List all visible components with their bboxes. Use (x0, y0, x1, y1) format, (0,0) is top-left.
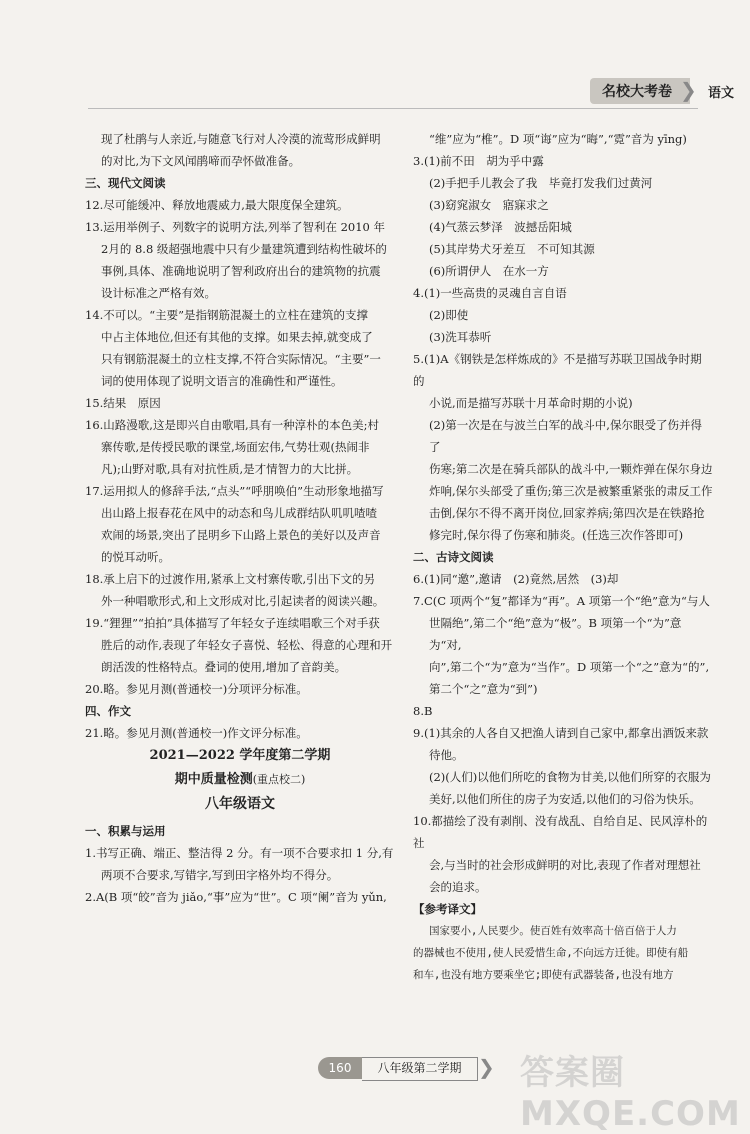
text-line: 伤寒;第二次是在骑兵部队的战斗中,一颗炸弹在保尔身边 (429, 462, 713, 476)
text-line: 两项不合要求,写错字,写到田字格外均不得分。 (101, 868, 339, 882)
answer-19: 19.“狸狸”“拍拍”具体描写了年轻女子连续唱歌三个对手获 (85, 616, 380, 630)
answer-1: 1.书写正确、端正、整洁得 2 分。有一项不合要求扣 1 分,有 (85, 846, 394, 860)
text-line: 和车,也没有地方要乘坐它;即使有武器装备,也没有地方 (413, 969, 674, 981)
answer-20: 20.略。参见月测(普通校一)分项评分标准。 (85, 682, 308, 696)
section-heading: 四、作文 (85, 704, 131, 718)
answer-2: 2.A(B 项“皎”音为 jiǎo,“事”应为“世”。C 项“阑”音为 yǔn, (85, 890, 387, 904)
exam-name: 期中质量检测 (174, 772, 253, 787)
text-line: 事例,具体、准确地说明了智利政府出台的建筑物的抗震 (101, 264, 381, 278)
text-line: 小说,而是描写苏联十月革命时期的小说) (429, 396, 633, 410)
text-line: 欢闹的场景,突出了昆明乡下山路上景色的美好以及声音 (101, 528, 381, 542)
section-heading: 二、古诗文阅读 (413, 550, 494, 564)
text-line: 出山路上报春花在风中的动态和鸟儿成群结队叽叽喳喳 (101, 506, 377, 520)
text-line: 中占主体地位,但还有其他的支撑。如果去掉,就变成了 (101, 330, 373, 344)
answer-15: 15.结果 原因 (85, 396, 161, 410)
text-line: 美好,以他们所住的房子为安适,以他们的习俗为快乐。 (429, 792, 701, 806)
footer-label: 八年级第二学期 (362, 1057, 478, 1081)
chevron-right-icon: ❯ (680, 78, 697, 102)
text-line: 设计标准之严格有效。 (101, 286, 216, 300)
text-line: 向”,第二个“为”意为“当作”。D 项第一个“之”意为“的”, (429, 660, 710, 674)
left-column (85, 128, 395, 908)
text-line: 胜后的动作,表现了年轻女子喜悦、轻松、得意的心理和开 (101, 638, 393, 652)
text-line: 只有钢筋混凝土的立柱支撑,不符合实际情况。“主要”一 (101, 352, 381, 366)
text-line: 会的追求。 (429, 880, 487, 894)
exam-name-line (85, 768, 395, 792)
text-line: (2)手把手儿教会了我 毕竟打发我们过黄河 (429, 176, 653, 190)
text-line: 凡);山野对歌,具有对抗性质,是才情智力的大比拼。 (101, 462, 359, 476)
page-footer (318, 1057, 493, 1079)
text-line: 词的使用体现了说明文语言的准确性和严谨性。 (101, 374, 343, 388)
page-number: 160 (318, 1057, 362, 1079)
answer-8: 8.B (413, 704, 433, 718)
text-line: 国家要小,人民要少。使百姓有效率高十倍百倍于人力 (429, 925, 677, 937)
text-line: 修完时,保尔得了伤寒和肺炎。(任选三次作答即可) (429, 528, 684, 542)
header-subject: 语文 (708, 86, 735, 101)
text-line: 的悦耳动听。 (101, 550, 170, 564)
text-line: 外一种唱歌形式,和上文形成对比,引起读者的阅读兴趣。 (101, 594, 385, 608)
right-column (413, 128, 713, 986)
header-divider (88, 108, 698, 109)
answer-9: 9.(1)其余的人各自又把渔人请到自己家中,都拿出酒饭来款 (413, 726, 709, 740)
text-line: (5)其岸势犬牙差互 不可知其源 (429, 242, 595, 256)
text-line: 第二个“之”意为“到”) (429, 682, 538, 696)
answer-10: 10.都描绘了没有剥削、没有战乱、自给自足、民风淳朴的社 (413, 814, 708, 850)
answer-6: 6.(1)同“邀”,邀请 (2)竟然,居然 (3)却 (413, 572, 619, 586)
answer-14: 14.不可以。“主要”是指钢筋混凝土的立柱在建筑的支撑 (85, 308, 369, 322)
text-line: 寨传歌,是传授民歌的课堂,场面宏伟,气势壮观(热闹非 (101, 440, 370, 454)
answer-13: 13.运用举例子、列数字的说明方法,列举了智利在 2010 年 (85, 220, 386, 234)
answer-7: 7.C(C 项两个“复”都译为“再”。A 项第一个“绝”意为“与人 (413, 594, 710, 608)
text-line: “维”应为“椎”。D 项“诲”应为“晦”,“霓”音为 yīng) (429, 132, 687, 146)
text-line: (4)气蒸云梦泽 波撼岳阳城 (429, 220, 572, 234)
text-line: 2月的 8.8 级超强地震中只有少量建筑遭到结构性破坏的 (101, 242, 387, 256)
text-line: 会,与当时的社会形成鲜明的对比,表现了作者对理想社 (429, 858, 701, 872)
exam-year: 2021—2022 学年度第二学期 (149, 748, 331, 763)
answer-17: 17.运用拟人的修辞手法,“点头”“呼朋唤伯”生动形象地描写 (85, 484, 384, 498)
text-line: (2)(人们)以他们所吃的食物为甘美,以他们所穿的衣服为 (429, 770, 711, 784)
answer-4: 4.(1)一些高贵的灵魂自言自语 (413, 286, 567, 300)
exam-tag: (重点校二) (252, 773, 306, 786)
text-line: 击倒,保尔不得不离开岗位,回家养病;第四次是在铁路抢 (429, 506, 705, 520)
text-line: 现了杜鹃与人亲近,与随意飞行对人冷漠的流莺形成鲜明 (101, 132, 381, 146)
text-line: 的对比,为下文风闻鹃啼而孕怀做准备。 (101, 154, 301, 168)
text-line: (2)第一次是在与波兰白军的战斗中,保尔眼受了伤并得了 (429, 418, 702, 454)
answer-5: 5.(1)A《钢铁是怎样炼成的》不是描写苏联卫国战争时期的 (413, 352, 702, 388)
reference-translation-heading: 【参考译文】 (413, 902, 482, 916)
text-line: (3)洗耳恭听 (429, 330, 492, 344)
text-line: (6)所谓伊人 在水一方 (429, 264, 549, 278)
answer-16: 16.山路漫歌,这是即兴自由歌唱,具有一种淳朴的本色美;村 (85, 418, 379, 432)
section-heading: 三、现代文阅读 (85, 176, 166, 190)
text-line: (3)窈窕淑女 寤寐求之 (429, 198, 549, 212)
answer-12: 12.尽可能缓冲、释放地震威力,最大限度保全建筑。 (85, 198, 349, 212)
text-line: 的器械也不使用,使人民爱惜生命,不向远方迁徙。即使有船 (413, 947, 689, 959)
header-series: 名校大考卷 (602, 84, 672, 100)
chevron-right-icon: ❯ (478, 1055, 495, 1079)
text-line: 朗活泼的性格特点。叠词的使用,增加了音韵美。 (101, 660, 347, 674)
exam-grade: 八年级语文 (205, 796, 275, 812)
answer-18: 18.承上启下的过渡作用,紧承上文村寨传歌,引出下文的另 (85, 572, 376, 586)
answer-3: 3.(1)前不田 胡为乎中露 (413, 154, 544, 168)
text-line: 炸响,保尔头部受了重伤;第三次是被繁重紧张的肃反工作 (429, 484, 713, 498)
watermark: 答案圈 MXQE.COM (520, 1053, 741, 1134)
text-line: 待他。 (429, 748, 464, 762)
section-heading: 一、积累与运用 (85, 824, 166, 838)
answer-21: 21.略。参见月测(普通校一)作文评分标准。 (85, 726, 308, 740)
text-line: (2)即使 (429, 308, 469, 322)
text-line: 世隔绝”,第二个“绝”意为“极”。B 项第一个“为”意为“对, (429, 616, 682, 652)
